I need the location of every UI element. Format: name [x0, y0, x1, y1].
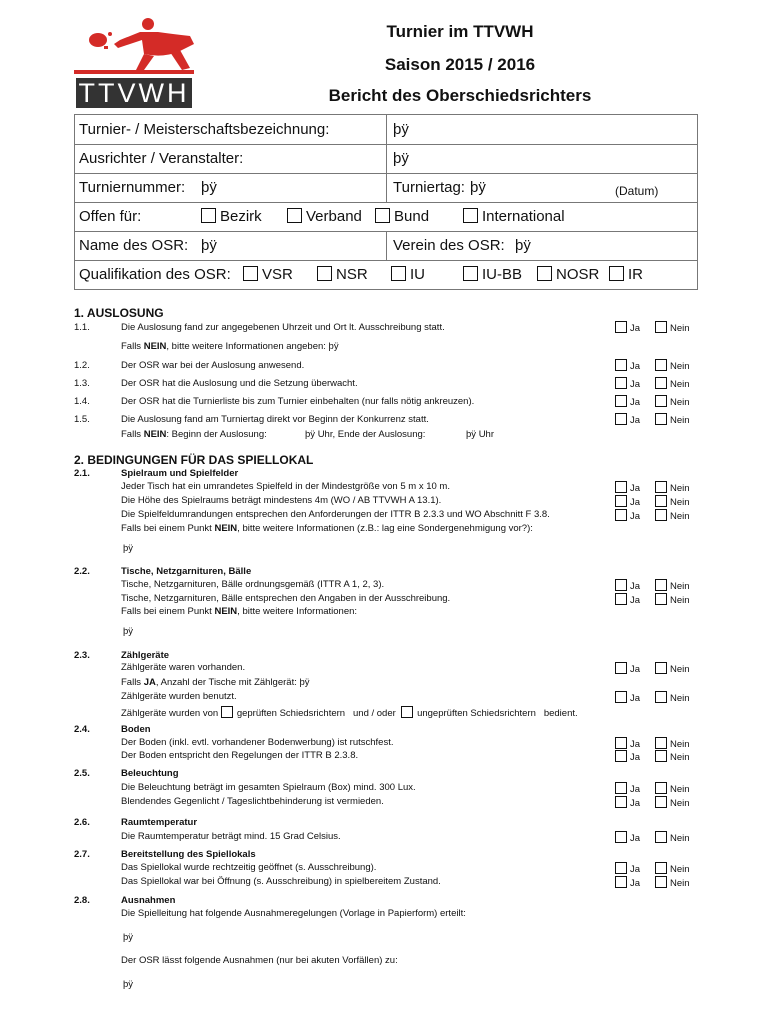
checkbox-icon[interactable] — [655, 495, 667, 507]
yes-no[interactable]: Ja Nein — [615, 876, 640, 889]
item-title: Ausnahmen — [121, 895, 176, 906]
item-text: Das Spiellokal war bei Öffnung (s. Ausschreibung) in spielbereitem Zustand. — [121, 876, 441, 887]
checkbox-icon[interactable] — [655, 796, 667, 808]
row-osr-name — [75, 231, 697, 261]
item-text: Der OSR lässt folgende Ausnahmen (nur bei akuten Vorfällen) zu: — [121, 955, 398, 966]
checkbox-icon[interactable] — [615, 509, 627, 521]
checkbox-icon[interactable] — [615, 691, 627, 703]
checkbox-icon[interactable] — [615, 750, 627, 762]
date-hint: (Datum) — [615, 184, 659, 198]
checkbox-icon[interactable] — [463, 266, 478, 281]
item-title: Zählgeräte — [121, 650, 170, 661]
logo-text: TTVWH — [76, 78, 192, 108]
yes-no[interactable]: Ja Nein — [615, 481, 640, 494]
row-number — [75, 173, 697, 203]
item-title: Bereitstellung des Spiellokals — [121, 849, 256, 860]
organizer-label: Ausrichter / Veranstalter: — [79, 150, 244, 167]
yes-no[interactable]: Ja Nein — [615, 413, 640, 426]
falls-line: Falls NEIN: Beginn der Auslosung: — [121, 429, 267, 440]
day-field[interactable]: þÿ — [470, 179, 486, 196]
item-title: Boden — [121, 724, 151, 735]
item-text: Zählgeräte wurden benutzt. — [121, 691, 237, 702]
item-num: 1.4. — [74, 396, 90, 407]
checkbox-icon[interactable] — [463, 208, 478, 223]
end-time-field[interactable]: þÿ Uhr — [466, 429, 494, 440]
tournament-field[interactable]: þÿ — [393, 121, 409, 138]
checkbox-icon[interactable] — [655, 395, 667, 407]
checkbox-icon[interactable] — [615, 662, 627, 674]
checkbox-icon[interactable] — [287, 208, 302, 223]
item-text: Blendendes Gegenlicht / Tageslichtbehinderung ist vermieden. — [121, 796, 384, 807]
item-text: Die Raumtemperatur beträgt mind. 15 Grad Celsius. — [121, 831, 341, 842]
item-text: Der OSR war bei der Auslosung anwesend. — [121, 360, 305, 371]
checkbox-icon[interactable] — [615, 395, 627, 407]
item-text: Tische, Netzgarnituren, Bälle ordnungsgemäß (ITTR A 1, 2, 3). — [121, 579, 385, 590]
yes-no[interactable]: Ja Nein — [615, 377, 640, 390]
checkbox-icon[interactable] — [615, 831, 627, 843]
checkbox-icon[interactable] — [655, 750, 667, 762]
checkbox-icon[interactable] — [655, 691, 667, 703]
item-text: Der OSR hat die Turnierliste bis zum Turnier einbehalten (nur falls nötig ankreuzen). — [121, 396, 475, 407]
yes-no[interactable]: Ja Nein — [615, 737, 640, 750]
item-title: Beleuchtung — [121, 768, 179, 779]
section-2-title: 2. BEDINGUNGEN FÜR DAS SPIELLOKAL — [74, 453, 314, 467]
yes-no[interactable]: Ja Nein — [615, 831, 640, 844]
checkbox-icon[interactable] — [615, 359, 627, 371]
item-num: 2.4. — [74, 724, 90, 735]
checkbox-icon[interactable] — [615, 321, 627, 333]
row-tournament — [75, 115, 697, 145]
checkbox-icon[interactable] — [655, 876, 667, 888]
checkbox-icon[interactable] — [615, 413, 627, 425]
checkbox-icon[interactable] — [655, 413, 667, 425]
falls-line: Falls NEIN, bitte weitere Informationen angeben: þÿ — [121, 341, 339, 352]
checkbox-icon[interactable] — [615, 377, 627, 389]
falls-line: Falls bei einem Punkt NEIN, bitte weitere Informationen: — [121, 606, 358, 617]
open-verband[interactable]: Verband — [287, 208, 362, 226]
yes-no[interactable]: Ja Nein — [615, 359, 640, 372]
checkbox-icon[interactable] — [615, 495, 627, 507]
osr-club-field[interactable]: þÿ — [515, 237, 531, 254]
row-qualification — [75, 260, 697, 289]
yes-no[interactable]: Ja Nein — [615, 862, 640, 875]
start-time-field[interactable]: þÿ Uhr, Ende der Auslosung: — [305, 429, 426, 440]
qual-ir[interactable]: IR — [609, 266, 643, 284]
checkbox-icon[interactable] — [401, 706, 413, 718]
checkbox-icon[interactable] — [615, 862, 627, 874]
open-international[interactable]: International — [463, 208, 565, 226]
qual-iu[interactable]: IU — [391, 266, 425, 284]
yes-no[interactable]: Ja Nein — [615, 750, 640, 763]
item-num: 2.8. — [74, 895, 90, 906]
checkbox-icon[interactable] — [655, 593, 667, 605]
yes-no[interactable]: Ja Nein — [615, 662, 640, 675]
checkbox-icon[interactable] — [655, 359, 667, 371]
table-tennis-player-icon — [74, 14, 210, 74]
number-field[interactable]: þÿ — [201, 179, 217, 196]
checkbox-icon[interactable] — [201, 208, 216, 223]
info-table — [74, 114, 698, 290]
item-text: Die Spielfeldumrandungen entsprechen den Anforderungen der ITTR B 2.3.3 und WO Abschnitt F 3.8. — [121, 509, 550, 520]
input-field[interactable]: þÿ — [123, 932, 134, 943]
qual-vsr[interactable]: VSR — [243, 266, 293, 284]
item-text: Die Auslosung fand am Turniertag direkt vor Beginn der Konkurrenz statt. — [121, 414, 429, 425]
number-label: Turniernummer: — [79, 179, 186, 196]
input-field[interactable]: þÿ — [123, 626, 134, 637]
item-num: 2.2. — [74, 566, 90, 577]
qual-label: Qualifikation des OSR: — [79, 266, 231, 283]
checkbox-icon[interactable] — [375, 208, 390, 223]
checkbox-icon[interactable] — [615, 782, 627, 794]
item-text: Die Höhe des Spielraums beträgt mindestens 4m (WO / AB TTVWH A 13.1). — [121, 495, 442, 506]
osr-name-field[interactable]: þÿ — [201, 237, 217, 254]
row-open-for — [75, 202, 697, 232]
item-num: 1.3. — [74, 378, 90, 389]
open-label: Offen für: — [79, 208, 142, 225]
osr-club-label: Verein des OSR: — [393, 237, 505, 254]
tournament-label: Turnier- / Meisterschaftsbezeichnung: — [79, 121, 330, 138]
checkbox-icon[interactable] — [615, 481, 627, 493]
yes-no[interactable]: Ja Nein — [615, 509, 640, 522]
yes-no[interactable]: Ja Nein — [615, 495, 640, 508]
yes-no[interactable]: Ja Nein — [615, 593, 640, 606]
input-field[interactable]: þÿ — [328, 341, 339, 352]
item-text: Der Boden entspricht den Regelungen der ITTR B 2.3.8. — [121, 750, 359, 761]
item-num: 2.6. — [74, 817, 90, 828]
checkbox-icon[interactable] — [655, 782, 667, 794]
item-text: Die Auslosung fand zur angegebenen Uhrzeit und Ort lt. Ausschreibung statt. — [121, 322, 445, 333]
item-text: Das Spiellokal wurde rechtzeitig geöffnet (s. Ausschreibung). — [121, 862, 377, 873]
checkbox-icon[interactable] — [655, 509, 667, 521]
item-num: 2.5. — [74, 768, 90, 779]
osr-name-label: Name des OSR: — [79, 237, 189, 254]
item-text: Die Spielleitung hat folgende Ausnahmeregelungen (Vorlage in Papierform) erteilt: — [121, 908, 466, 919]
checkbox-icon[interactable] — [317, 266, 332, 281]
checkbox-icon[interactable] — [655, 321, 667, 333]
item-num: 1.5. — [74, 414, 90, 425]
checkbox-icon[interactable] — [655, 831, 667, 843]
checkbox-icon[interactable] — [221, 706, 233, 718]
item-text: Zählgeräte waren vorhanden. — [121, 662, 246, 673]
checkbox-icon[interactable] — [655, 377, 667, 389]
open-bund[interactable]: Bund — [375, 208, 429, 226]
falls-line: Falls bei einem Punkt NEIN, bitte weitere Informationen (z.B.: lag eine Sondergenehmigung vor?): — [121, 523, 533, 534]
yes-no[interactable]: Ja Nein — [615, 579, 640, 592]
item-text: Tische, Netzgarnituren, Bälle entsprechen den Angaben in der Ausschreibung. — [121, 593, 451, 604]
checkbox-icon[interactable] — [615, 579, 627, 591]
yes-no[interactable]: Ja Nein — [615, 321, 640, 334]
day-label: Turniertag: — [393, 179, 465, 196]
checkbox-icon[interactable] — [655, 662, 667, 674]
qual-nosr[interactable]: NOSR — [537, 266, 599, 284]
checkbox-icon[interactable] — [655, 579, 667, 591]
item-title: Tische, Netzgarnituren, Bälle — [121, 566, 252, 577]
item-text: Der OSR hat die Auslosung und die Setzung überwacht. — [121, 378, 358, 389]
input-field[interactable]: þÿ — [123, 979, 134, 990]
item-title: Spielraum und Spielfelder — [121, 468, 239, 479]
ttvwh-logo — [74, 14, 210, 108]
qual-iu-bb[interactable]: IU-BB — [463, 266, 522, 284]
yes-no[interactable]: Ja Nein — [615, 796, 640, 809]
checkbox-icon[interactable] — [615, 593, 627, 605]
item-num: 1.2. — [74, 360, 90, 371]
checkbox-icon[interactable] — [655, 481, 667, 493]
item-num: 2.7. — [74, 849, 90, 860]
input-field[interactable]: þÿ — [123, 543, 134, 554]
open-bezirk[interactable]: Bezirk — [201, 208, 262, 226]
item-title: Raumtemperatur — [121, 817, 198, 828]
organizer-field[interactable]: þÿ — [393, 150, 409, 167]
season-title: Saison 2015 / 2016 — [384, 55, 536, 74]
qual-nsr[interactable]: NSR — [317, 266, 368, 284]
checkbox-icon[interactable] — [537, 266, 552, 281]
item-text: Jeder Tisch hat ein umrandetes Spielfeld in der Mindestgröße von 5 m x 10 m. — [121, 481, 450, 492]
checkbox-icon[interactable] — [615, 737, 627, 749]
item-num: 2.3. — [74, 650, 90, 661]
item-num: 1.1. — [74, 322, 90, 333]
falls-line: Falls JA, Anzahl der Tische mit Zählgerät: þÿ — [121, 677, 310, 688]
logo-bar — [74, 70, 194, 74]
yes-no[interactable]: Ja Nein — [615, 395, 640, 408]
checkbox-icon[interactable] — [655, 737, 667, 749]
input-field[interactable]: þÿ — [299, 677, 310, 688]
doc-title: Turnier im TTVWH — [386, 22, 534, 41]
report-subtitle: Bericht des Oberschiedsrichters — [328, 86, 592, 105]
row-organizer — [75, 144, 697, 174]
referee-line: Zählgeräte wurden von geprüften Schiedsrichtern und / oder ungeprüften Schiedsrichtern bedient. — [121, 708, 578, 719]
item-text: Der Boden (inkl. evtl. vorhandener Bodenwerbung) ist rutschfest. — [121, 737, 394, 748]
yes-no[interactable]: Ja Nein — [615, 691, 640, 704]
checkbox-icon[interactable] — [391, 266, 406, 281]
item-num: 2.1. — [74, 468, 90, 479]
section-1-title: 1. AUSLOSUNG — [74, 306, 164, 320]
checkbox-icon[interactable] — [615, 876, 627, 888]
checkbox-icon[interactable] — [609, 266, 624, 281]
yes-no[interactable]: Ja Nein — [615, 782, 640, 795]
checkbox-icon[interactable] — [615, 796, 627, 808]
checkbox-icon[interactable] — [655, 862, 667, 874]
item-text: Die Beleuchtung beträgt im gesamten Spielraum (Box) mind. 300 Lux. — [121, 782, 416, 793]
checkbox-icon[interactable] — [243, 266, 258, 281]
